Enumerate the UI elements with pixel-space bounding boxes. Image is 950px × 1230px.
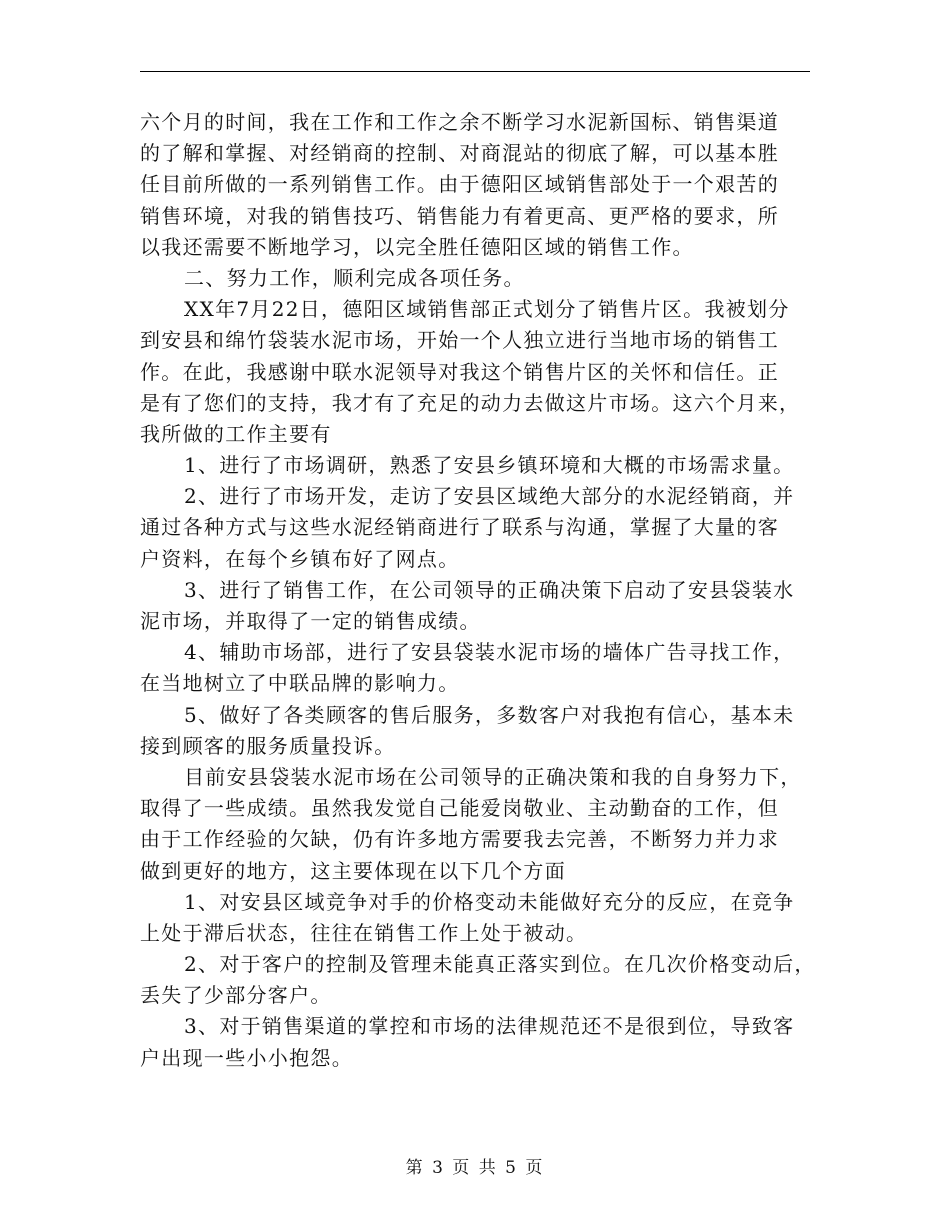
text-line: 的了解和掌握、对经销商的控制、对商混站的彻底了解，可以基本胜 bbox=[140, 141, 779, 166]
list-item: 2、进行了市场开发，走访了安县区域绝大部分的水泥经销商，并 bbox=[184, 484, 795, 509]
text-line: 目前安县袋装水泥市场在公司领导的正确决策和我的自身努力下， bbox=[184, 764, 802, 789]
page-number: 第 3 页 共 5 页 bbox=[405, 1158, 545, 1178]
text-line: 到安县和绵竹袋装水泥市场，开始一个人独立进行当地市场的销售工 bbox=[140, 328, 779, 353]
body-text bbox=[140, 107, 815, 1074]
list-item: 3、进行了销售工作，在公司领导的正确决策下启动了安县袋装水 bbox=[184, 577, 795, 602]
section-heading: 二、努力工作，顺利完成各项任务。 bbox=[184, 265, 525, 290]
list-item: 5、做好了各类顾客的售后服务，多数客户对我抱有信心，基本未 bbox=[184, 702, 795, 727]
list-item: 1、对安县区域竞争对手的价格变动未能做好充分的反应，在竞争 bbox=[184, 889, 795, 914]
text-line: 上处于滞后状态，往往在销售工作上处于被动。 bbox=[140, 920, 588, 945]
text-line: 六个月的时间，我在工作和工作之余不断学习水泥新国标、销售渠道 bbox=[140, 110, 779, 134]
text-line: 以我还需要不断地学习，以完全胜任德阳区域的销售工作。 bbox=[140, 234, 694, 259]
text-line: 户资料，在每个乡镇布好了网点。 bbox=[140, 546, 460, 571]
text-line: 户出现一些小小抱怨。 bbox=[140, 1045, 353, 1070]
list-item: 1、进行了市场调研，熟悉了安县乡镇环境和大概的市场需求量。 bbox=[184, 453, 795, 478]
text-line: 丢失了少部分客户。 bbox=[140, 983, 332, 1008]
text-line: 泥市场，并取得了一定的销售成绩。 bbox=[140, 609, 481, 633]
text-line: 接到顾客的服务质量投诉。 bbox=[140, 733, 396, 758]
text-line: 是有了您们的支持，我才有了充足的动力去做这片市场。这六个月来， bbox=[140, 390, 801, 415]
list-item: 2、对于客户的控制及管理未能真正落实到位。在几次价格变动后， bbox=[184, 952, 816, 977]
text-line: 由于工作经验的欠缺，仍有许多地方需要我去完善，不断努力并力求 bbox=[140, 827, 779, 852]
text-line: 作。在此，我感谢中联水泥领导对我这个销售片区的关怀和信任。正 bbox=[140, 359, 779, 384]
text-line: 做到更好的地方，这主要体现在以下几个方面 bbox=[140, 858, 566, 883]
text-line: XX年7月22日，德阳区域销售部正式划分了销售片区。我被划分 bbox=[184, 297, 790, 322]
text-line: 在当地树立了中联品牌的影响力。 bbox=[140, 671, 460, 696]
text-line: 我所做的工作主要有 bbox=[140, 421, 332, 446]
text-line: 任目前所做的一系列销售工作。由于德阳区域销售部处于一个艰苦的 bbox=[140, 172, 779, 197]
text-line: 销售环境，对我的销售技巧、销售能力有着更高、更严格的要求，所 bbox=[140, 203, 779, 228]
list-item: 4、辅助市场部，进行了安县袋装水泥市场的墙体广告寻找工作， bbox=[184, 640, 795, 665]
header-rule bbox=[140, 71, 810, 72]
list-item: 3、对于销售渠道的掌控和市场的法律规范还不是很到位，导致客 bbox=[184, 1014, 795, 1039]
text-line: 通过各种方式与这些水泥经销商进行了联系与沟通，掌握了大量的客 bbox=[140, 515, 779, 540]
page-footer bbox=[0, 1153, 950, 1178]
text-line: 取得了一些成绩。虽然我发觉自己能爱岗敬业、主动勤奋的工作，但 bbox=[140, 796, 779, 821]
